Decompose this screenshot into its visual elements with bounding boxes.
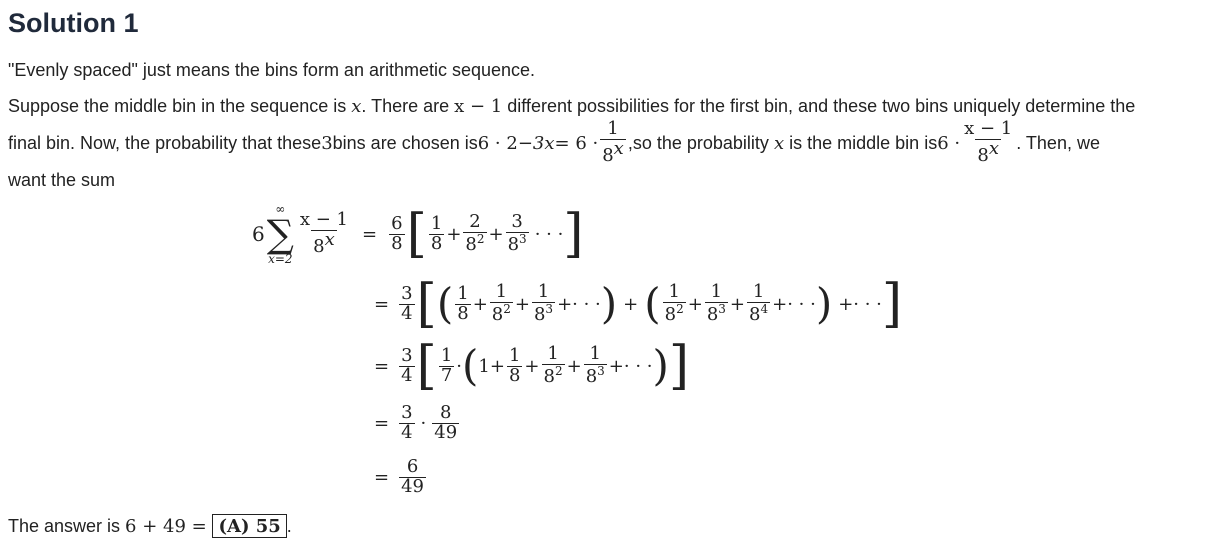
var-x-2: x <box>773 132 785 154</box>
right-paren: ) <box>652 341 669 390</box>
sum-coefficient: 6 <box>252 222 265 246</box>
den <box>542 364 565 387</box>
paragraph-middle-bin <box>8 96 1135 117</box>
plus-sign: + <box>524 355 540 377</box>
sum-upper-limit: ∞ <box>275 202 286 216</box>
frac2-num: x − 1 <box>964 118 1013 140</box>
solution-heading: Solution 1 <box>8 8 139 38</box>
base: 8 <box>543 366 555 387</box>
den <box>747 302 770 325</box>
frac-num: 1 <box>607 118 619 140</box>
row2-g2-t2 <box>705 283 728 325</box>
equation-row-5 <box>374 452 428 502</box>
row1-prefactor <box>389 212 404 254</box>
row1-t2-den-base: 8 <box>465 234 477 255</box>
num: 1 <box>508 344 521 366</box>
num: 1 <box>457 282 469 304</box>
row1-pre-num: 6 <box>391 212 403 234</box>
exponent-neg-3x: −3x <box>517 132 555 154</box>
num: 1 <box>589 343 601 365</box>
ellipsis: · · · <box>623 355 653 377</box>
right-bracket: ] <box>881 274 903 334</box>
row2-g1-t3 <box>532 283 555 325</box>
equation-row-3 <box>374 338 689 394</box>
exp: 3 <box>718 302 726 316</box>
den: 49 <box>401 475 424 497</box>
dot-operator: · <box>420 412 427 434</box>
base: 8 <box>491 304 504 325</box>
paragraph-arithmetic: "Evenly spaced" just means the bins form an arithmetic sequence. <box>8 60 536 80</box>
row1-term-3 <box>506 213 529 255</box>
row2-pre-num: 3 <box>401 282 413 304</box>
para2-text-a: Suppose the middle bin in the sequence is <box>8 96 352 116</box>
var-x: x <box>351 96 362 117</box>
row2-g2-t3 <box>747 283 770 325</box>
den: 8 <box>508 364 521 386</box>
num: 3 <box>401 401 413 423</box>
equation-row-4 <box>374 398 461 448</box>
equals-sign: = <box>374 412 390 434</box>
sum-lower-limit: x=2 <box>268 252 293 266</box>
plus-sign: + <box>608 355 624 377</box>
plus-sign: + <box>446 223 462 245</box>
summand-den-exp: x <box>324 229 335 250</box>
plus-sign: + <box>838 293 854 315</box>
exp: 2 <box>503 302 511 316</box>
boxed-answer <box>212 514 286 538</box>
paragraph-want-sum: want the sum <box>8 170 116 190</box>
row2-g1-t1 <box>455 282 470 324</box>
row3-t3 <box>584 345 607 387</box>
answer-period: . <box>286 516 292 536</box>
plus-sign: + <box>488 223 504 245</box>
plus-sign: + <box>489 355 505 377</box>
frac-den-exp: x <box>613 138 624 159</box>
ellipsis: · · · <box>572 293 601 315</box>
row3-prefactor <box>399 344 414 386</box>
fraction-1-over-8x <box>600 120 626 166</box>
summand-den-base: 8 <box>313 236 325 257</box>
solution-section <box>8 0 1208 558</box>
right-bracket: ] <box>668 336 690 396</box>
para3-text-c: so the probability <box>632 132 769 153</box>
ellipsis: · · · <box>787 293 816 315</box>
exp: 3 <box>597 364 605 378</box>
row1-term-2 <box>463 213 486 255</box>
equals-sign: = <box>374 355 390 377</box>
plus-sign: + <box>514 293 530 315</box>
frac2-den-base: 8 <box>977 145 989 166</box>
den: 8 <box>457 302 469 324</box>
row1-t3-num: 3 <box>511 211 523 233</box>
left-paren: ( <box>644 279 661 328</box>
row2-prefactor <box>399 282 414 324</box>
row3-pre-den: 4 <box>401 364 413 386</box>
den <box>705 302 728 325</box>
answer-expression: 6 + 49 = <box>125 516 213 537</box>
left-bracket: [ <box>416 336 437 396</box>
ellipsis: · · · <box>853 293 882 315</box>
num: 1 <box>710 281 723 303</box>
frac2-den-exp: x <box>988 138 999 159</box>
answer-line <box>8 516 292 537</box>
plus-sign: + <box>687 293 703 315</box>
plus-sign: + <box>729 293 746 315</box>
den: 4 <box>401 421 413 443</box>
num: 1 <box>752 281 765 303</box>
row2-g2-t1 <box>663 283 686 325</box>
frac-den <box>600 139 626 166</box>
ellipsis: · · · <box>534 223 564 245</box>
paragraph-probability <box>8 120 1100 166</box>
answer-text: The answer is <box>8 516 126 536</box>
para3-text-b: bins are chosen is <box>332 132 478 153</box>
base: 8 <box>749 304 761 325</box>
num: 1 <box>537 281 550 303</box>
summand-fraction <box>298 211 350 257</box>
plus-sign: + <box>557 293 573 315</box>
equation-row-2 <box>374 276 902 332</box>
row1-t1-num: 1 <box>430 212 443 234</box>
expr-6-times: 6 · <box>937 132 961 154</box>
row3-one-seventh <box>439 344 454 386</box>
row1-t2-den-exp: 2 <box>476 232 485 246</box>
right-paren: ) <box>815 279 833 328</box>
exp: 2 <box>676 302 684 316</box>
plus-sign: + <box>472 293 488 315</box>
equals-sign: = <box>374 293 390 315</box>
frac2-den <box>975 139 1001 166</box>
exp: 4 <box>760 302 769 316</box>
sum-equation <box>252 200 1012 510</box>
boxed-answer-text: (A) 55 <box>218 516 281 537</box>
para3-text-d: is the middle bin is <box>789 132 938 153</box>
sigma-symbol: ∑ <box>266 212 294 256</box>
row3-t2 <box>542 345 565 387</box>
para2-text-b: . There are <box>361 96 455 116</box>
num: 1 <box>495 281 508 303</box>
left-bracket: [ <box>416 274 437 334</box>
comma: , <box>627 132 633 153</box>
num: 1 <box>440 344 453 366</box>
row1-term-1 <box>429 212 444 254</box>
base: 8 <box>533 304 546 325</box>
row1-pre-den: 8 <box>391 232 403 254</box>
plus-sign: + <box>566 355 582 377</box>
exp: 3 <box>545 302 554 316</box>
equals-sign: = <box>374 466 390 488</box>
den <box>663 302 686 325</box>
equals-sign: = <box>362 223 378 245</box>
expr-x-minus-1: x − 1 <box>454 96 503 117</box>
right-paren: ) <box>600 279 618 328</box>
summation <box>267 203 294 265</box>
summand-num: x − 1 <box>299 209 349 231</box>
num: 8 <box>440 401 452 423</box>
den: 7 <box>440 364 453 386</box>
row1-t3-den-exp: 3 <box>519 232 527 246</box>
expr-6-times-2: 6 · 2 <box>477 132 518 154</box>
expr-eq-6: = 6 · <box>554 132 599 154</box>
den <box>532 302 555 325</box>
plus-sign: + <box>623 293 639 315</box>
left-paren: ( <box>436 279 454 328</box>
base: 8 <box>585 366 598 387</box>
row3-pre-num: 3 <box>401 344 413 366</box>
frac-den-base: 8 <box>602 145 614 166</box>
base: 8 <box>664 304 677 325</box>
den <box>490 302 513 325</box>
row1-t2-num: 2 <box>469 211 481 233</box>
fraction-x-minus-1-over-8x <box>962 120 1014 166</box>
para2-text-c: different possibilities for the first bin, and these two bins uniquely determine the <box>502 96 1136 116</box>
row1-t3-den <box>506 232 529 255</box>
row2-pre-den: 4 <box>401 302 413 324</box>
para3-text-a: final bin. Now, the probability that these <box>8 132 322 153</box>
base: 8 <box>706 304 719 325</box>
row1-t1-den: 8 <box>430 232 443 254</box>
row3-t1 <box>507 344 522 386</box>
row1-t3-den-base: 8 <box>507 234 520 255</box>
den: 49 <box>434 421 458 443</box>
row3-one: 1 <box>478 355 490 377</box>
left-bracket: [ <box>406 204 427 264</box>
plus-sign: + <box>772 293 788 315</box>
left-paren: ( <box>462 341 479 390</box>
num: 1 <box>668 281 680 303</box>
den <box>584 364 607 387</box>
num: 1 <box>547 343 559 365</box>
para3-text-e: . Then, we <box>1016 132 1100 153</box>
equation-row-1 <box>252 204 584 264</box>
right-bracket: ] <box>563 204 584 264</box>
row5-six-over-49 <box>399 455 426 497</box>
exp: 2 <box>554 364 563 378</box>
row4-three-quarters <box>399 401 414 443</box>
row4-eight-over-49 <box>432 401 459 443</box>
num: 6 <box>406 455 419 477</box>
row2-g1-t2 <box>490 283 513 325</box>
dot-operator: · <box>456 355 463 377</box>
num-three: 3 <box>321 132 333 154</box>
row1-t2-den <box>463 232 486 255</box>
summand-den <box>311 230 337 257</box>
